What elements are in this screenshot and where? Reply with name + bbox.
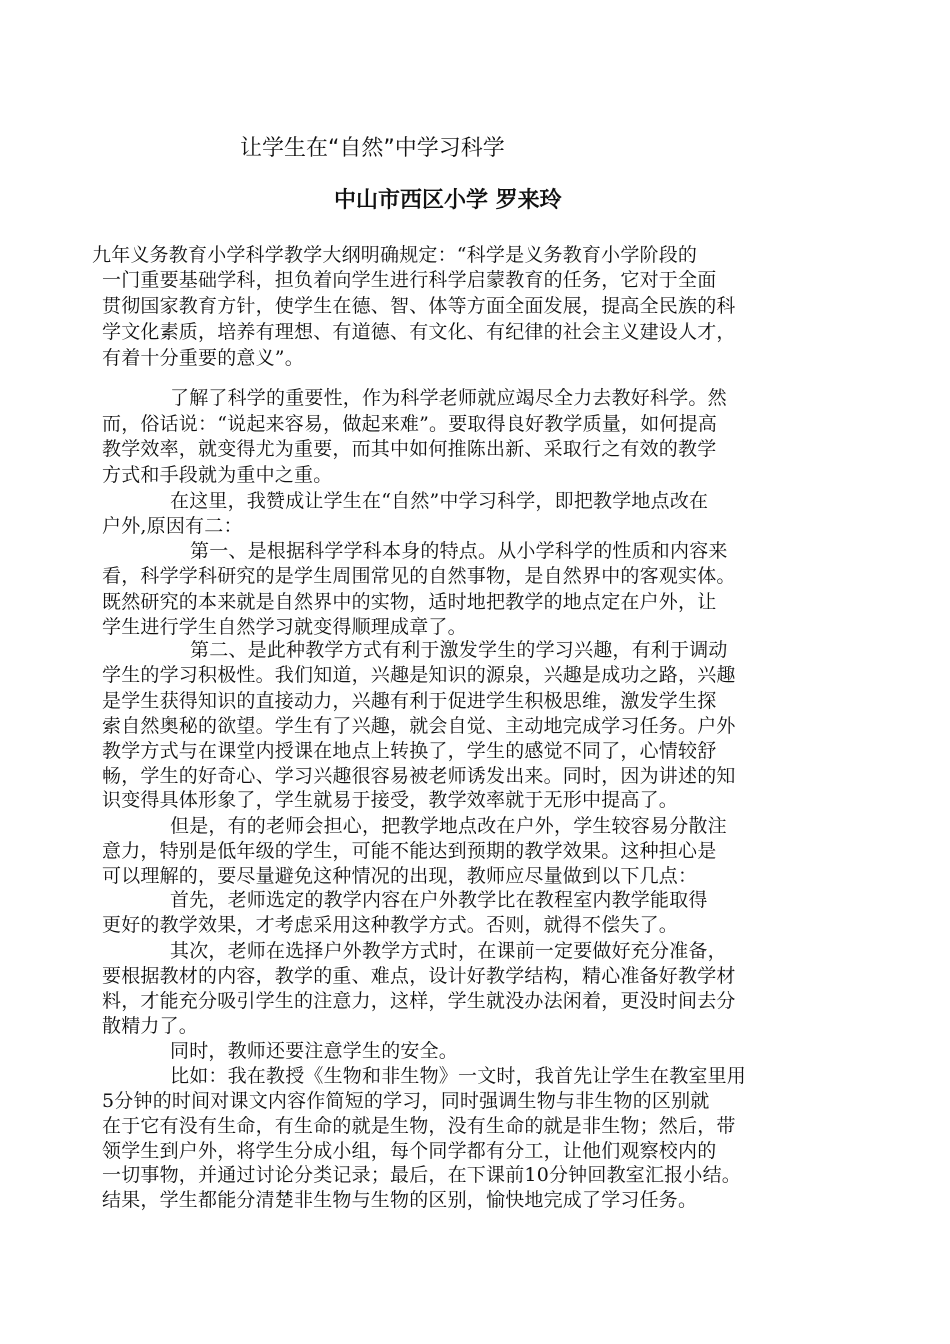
body-line: 既然研究的本来就是自然界中的实物，适时地把教学的地点定在户外，让	[102, 591, 717, 613]
body-line: 学文化素质，培养有理想、有道德、有文化、有纪律的社会主义建设人才，	[102, 321, 736, 343]
body-line: 索自然奥秘的欲望。学生有了兴趣，就会自觉、主动地完成学习任务。户外	[102, 715, 736, 737]
body-line: 比如：我在教授《生物和非生物》一文时，我首先让学生在教室里用	[170, 1065, 747, 1087]
body-line: 方式和手段就为重中之重。	[102, 464, 333, 486]
body-line: 而，俗话说：“说起来容易，做起来难”。要取得良好教学质量，如何提高	[102, 413, 718, 435]
body-line: 在这里，我赞成让学生在“自然”中学习科学，即把教学地点改在	[170, 490, 709, 512]
body-line: 九年义务教育小学科学教学大纲明确规定：“科学是义务教育小学阶段的	[92, 244, 698, 266]
body-line: 意力，特别是低年级的学生，可能不能达到预期的教学效果。这种担心是	[102, 840, 717, 862]
body-line: 领学生到户外，将学生分成小组，每个同学都有分工，让他们观察校内的	[102, 1140, 717, 1162]
body-line: 料，才能充分吸引学生的注意力，这样，学生就没办法闲着，更没时间去分	[102, 990, 736, 1012]
body-line: 教学方式与在课堂内授课在地点上转换了，学生的感觉不同了，心情较舒	[102, 740, 717, 762]
body-line: 有着十分重要的意义”。	[102, 347, 304, 369]
body-line: 其次，老师在选择户外教学方式时，在课前一定要做好充分准备，	[170, 940, 727, 962]
body-line: 学生进行学生自然学习就变得顺理成章了。	[102, 616, 467, 638]
body-line: 了解了科学的重要性，作为科学老师就应竭尽全力去教好科学。然	[170, 387, 727, 409]
body-line: 结果，学生都能分清楚非生物与生物的区别，愉快地完成了学习任务。	[102, 1189, 698, 1211]
body-line: 第一、是根据科学学科本身的特点。从小学科学的性质和内容来	[190, 540, 728, 562]
body-line: 第二、是此种教学方式有利于激发学生的学习兴趣，有利于调动	[190, 639, 728, 661]
body-line: 5分钟的时间对课文内容作简短的学习，同时强调生物与非生物的区别就	[102, 1090, 710, 1112]
body-line: 更好的教学效果，才考虑采用这种教学方式。否则，就得不偿失了。	[102, 914, 679, 936]
body-line: 可以理解的，要尽量避免这种情况的出现，教师应尽量做到以下几点：	[102, 865, 698, 887]
body-line: 看，科学学科研究的是学生周围常见的自然事物，是自然界中的客观实体。	[102, 565, 736, 587]
body-line: 是学生获得知识的直接动力，兴趣有利于促进学生积极思维，激发学生探	[102, 690, 717, 712]
body-line: 学生的学习积极性。我们知道，兴趣是知识的源泉，兴趣是成功之路，兴趣	[102, 664, 736, 686]
body-line: 首先，老师选定的教学内容在户外教学比在教程室内教学能取得	[170, 889, 708, 911]
body-line: 一切事物，并通过讨论分类记录；最后，在下课前10分钟回教室汇报小结。	[102, 1164, 741, 1186]
body-line: 贯彻国家教育方针，使学生在德、智、体等方面全面发展，提高全民族的科	[102, 295, 736, 317]
body-line: 同时，教师还要注意学生的安全。	[170, 1040, 459, 1062]
body-line: 户外,原因有二：	[102, 515, 243, 537]
body-line: 识变得具体形象了，学生就易于接受，教学效率就于无形中提高了。	[102, 789, 679, 811]
body-line: 在于它有没有生命，有生命的就是生物，没有生命的就是非生物；然后，带	[102, 1115, 736, 1137]
body-line: 畅，学生的好奇心、学习兴趣很容易被老师诱发出来。同时，因为讲述的知	[102, 765, 736, 787]
body-line: 散精力了。	[102, 1015, 199, 1037]
body-line: 教学效率，就变得尤为重要，而其中如何推陈出新、采取行之有效的教学	[102, 438, 717, 460]
body-line: 一门重要基础学科，担负着向学生进行科学启蒙教育的任务，它对于全面	[102, 269, 717, 291]
document-author: 中山市西区小学 罗来玲	[334, 188, 562, 213]
body-line: 要根据教材的内容，教学的重、难点，设计好教学结构，精心准备好教学材	[102, 965, 736, 987]
document-title: 让学生在“自然”中学习科学	[240, 136, 505, 161]
body-line: 但是，有的老师会担心，把教学地点改在户外，学生较容易分散注	[170, 815, 727, 837]
